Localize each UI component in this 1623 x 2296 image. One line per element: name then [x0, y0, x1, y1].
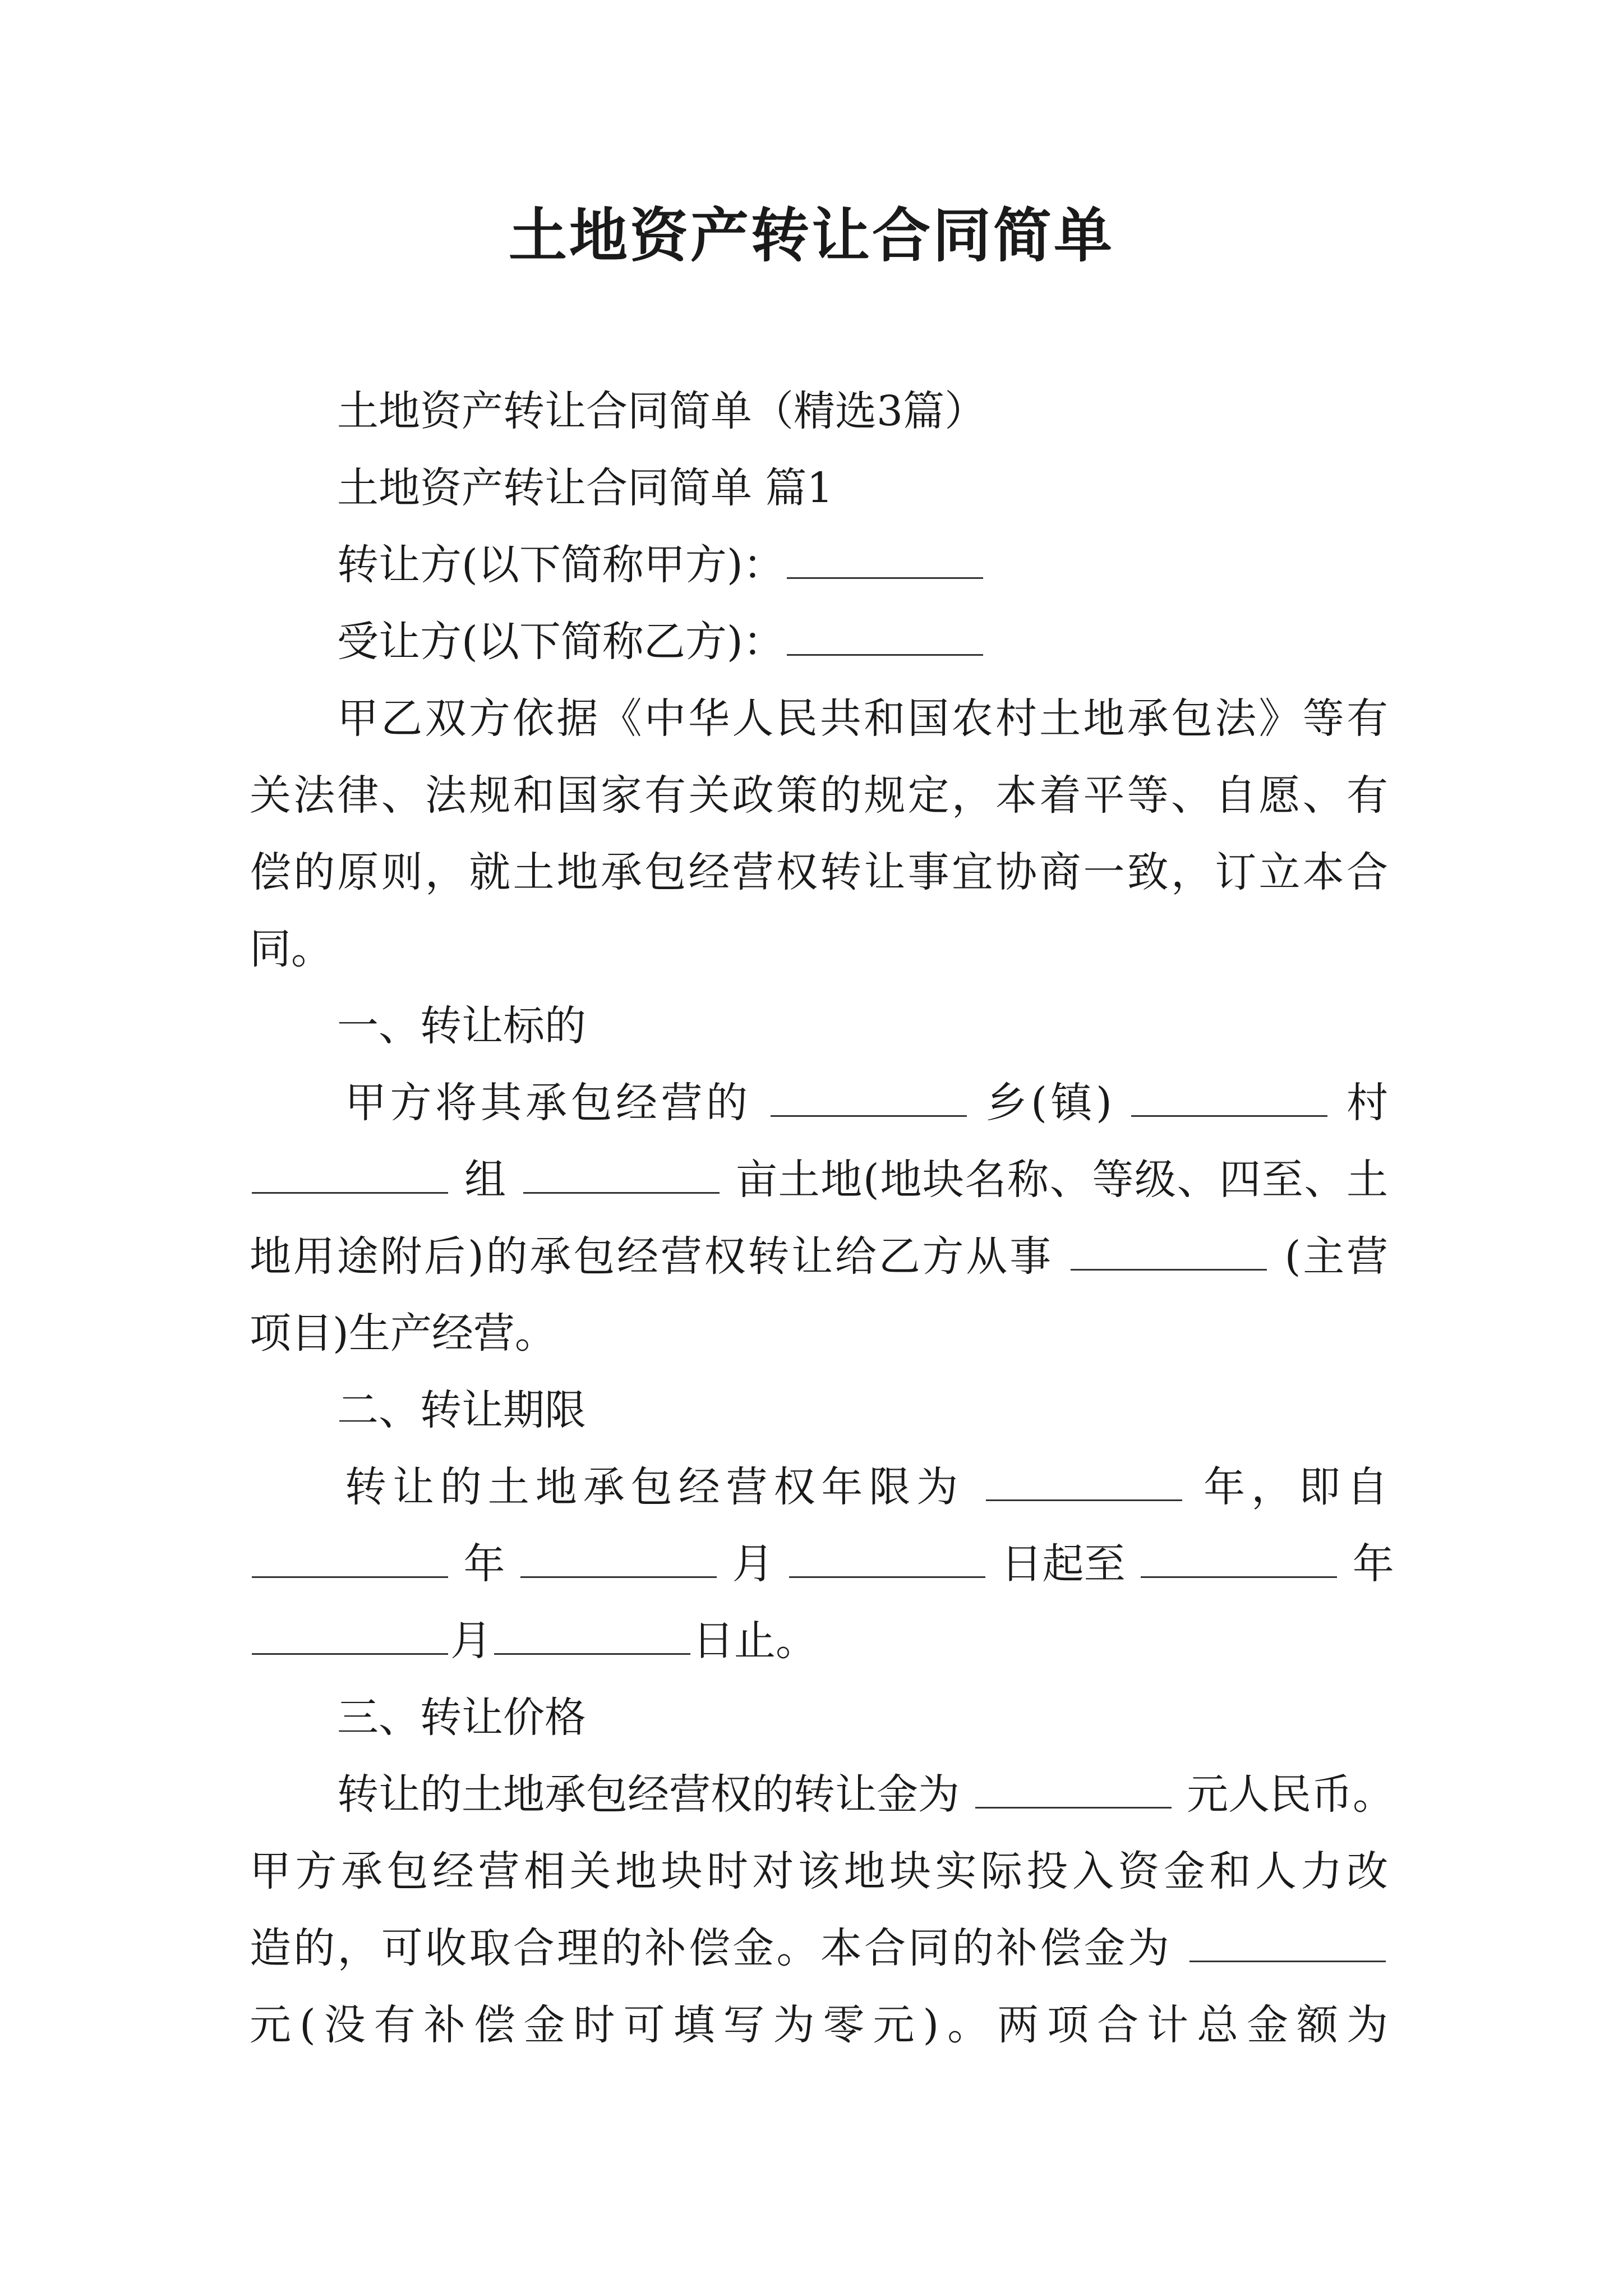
text: 年，即自 [1204, 1463, 1388, 1511]
fill-blank [520, 1533, 717, 1578]
fill-blank [1189, 1917, 1386, 1962]
text: 年 [463, 1540, 505, 1588]
fill-blank [252, 1533, 448, 1578]
fill-blank [1071, 1225, 1267, 1271]
text: 日止。 [693, 1617, 817, 1665]
text: 甲乙双方依据《中华人民共和国农村土地承包法》等有 [337, 694, 1388, 743]
text: 土地资产转让合同简单 篇1 [337, 464, 833, 512]
text: 项目)生产经营。 [250, 1309, 556, 1358]
fill-blank [975, 1763, 1172, 1809]
paragraph-line [250, 834, 1388, 911]
paragraph-line [250, 1833, 1388, 1910]
clause-heading [250, 988, 1388, 1065]
document-body [250, 373, 1395, 2064]
paragraph-line [250, 1218, 1388, 1295]
text: 偿的原则，就土地承包经营权转让事宜协商一致，订立本合 [250, 848, 1388, 896]
text: 村 [1346, 1079, 1388, 1127]
fill-blank [1131, 1071, 1327, 1117]
clause-heading [250, 1372, 1388, 1449]
text: 元人民币。 [1187, 1770, 1395, 1819]
document-title: 土地资产转让合同简单 [508, 201, 1114, 270]
fill-blank [252, 1609, 448, 1655]
fill-blank [787, 533, 983, 579]
text: 关法律、法规和国家有关政策的规定，本着平等、自愿、有 [250, 771, 1388, 820]
paragraph-line [250, 1603, 1388, 1680]
paragraph-line [250, 680, 1388, 757]
text: 元(没有补偿金时可填写为零元)。两项合计总金额为 [250, 2001, 1388, 2049]
fill-blank [252, 1148, 448, 1194]
text: 日起至 [1000, 1540, 1126, 1588]
text: 甲方将其承包经营的 [345, 1079, 751, 1127]
paragraph-line [250, 1756, 1395, 1833]
text: 转让的土地承包经营权年限为 [345, 1463, 965, 1511]
text: 三、转让价格 [337, 1694, 586, 1742]
text: 亩土地(地块名称、等级、四至、土 [736, 1156, 1389, 1204]
paragraph-line [250, 1449, 1388, 1526]
text: 受让方(以下简称乙方)： [337, 618, 785, 666]
text: 一、转让标的 [337, 1002, 586, 1050]
fill-blank [771, 1071, 967, 1117]
text: 乡(镇) [985, 1079, 1112, 1127]
fill-blank [986, 1456, 1182, 1501]
text: 月 [450, 1617, 492, 1665]
section-heading-line [250, 450, 1388, 527]
paragraph-line [250, 1295, 1388, 1372]
paragraph-line [250, 1065, 1388, 1142]
text: (主营 [1284, 1232, 1389, 1281]
fill-blank [494, 1609, 690, 1655]
fill-blank [787, 610, 983, 656]
fill-blank [523, 1148, 720, 1194]
text: 年 [1352, 1540, 1394, 1588]
paragraph-line [250, 1142, 1388, 1218]
clause-heading [250, 1680, 1388, 1756]
text: 组 [464, 1156, 507, 1204]
text: 月 [732, 1540, 774, 1588]
text: 转让的土地承包经营权的转让金为 [337, 1770, 960, 1819]
intro-line [250, 373, 1388, 450]
text: 转让方(以下简称甲方)： [337, 541, 785, 589]
paragraph-line [250, 1910, 1388, 1987]
text: 二、转让期限 [337, 1386, 586, 1434]
paragraph-line [250, 911, 1388, 988]
text: 同。 [250, 925, 333, 973]
paragraph-line [250, 757, 1388, 834]
fill-blank [1141, 1533, 1337, 1578]
transferee-line [250, 604, 1388, 680]
text: 地用途附后)的承包经营权转让给乙方从事 [250, 1232, 1053, 1281]
paragraph-line [250, 1526, 1394, 1603]
text: 甲方承包经营相关地块时对该地块实际投入资金和人力改 [250, 1847, 1388, 1895]
paragraph-line [250, 1987, 1388, 2064]
transferor-line [250, 527, 1388, 604]
fill-blank [789, 1533, 985, 1578]
text: 造的，可收取合理的补偿金。本合同的补偿金为 [250, 1924, 1172, 1972]
text: 土地资产转让合同简单（精选3篇） [337, 387, 986, 435]
